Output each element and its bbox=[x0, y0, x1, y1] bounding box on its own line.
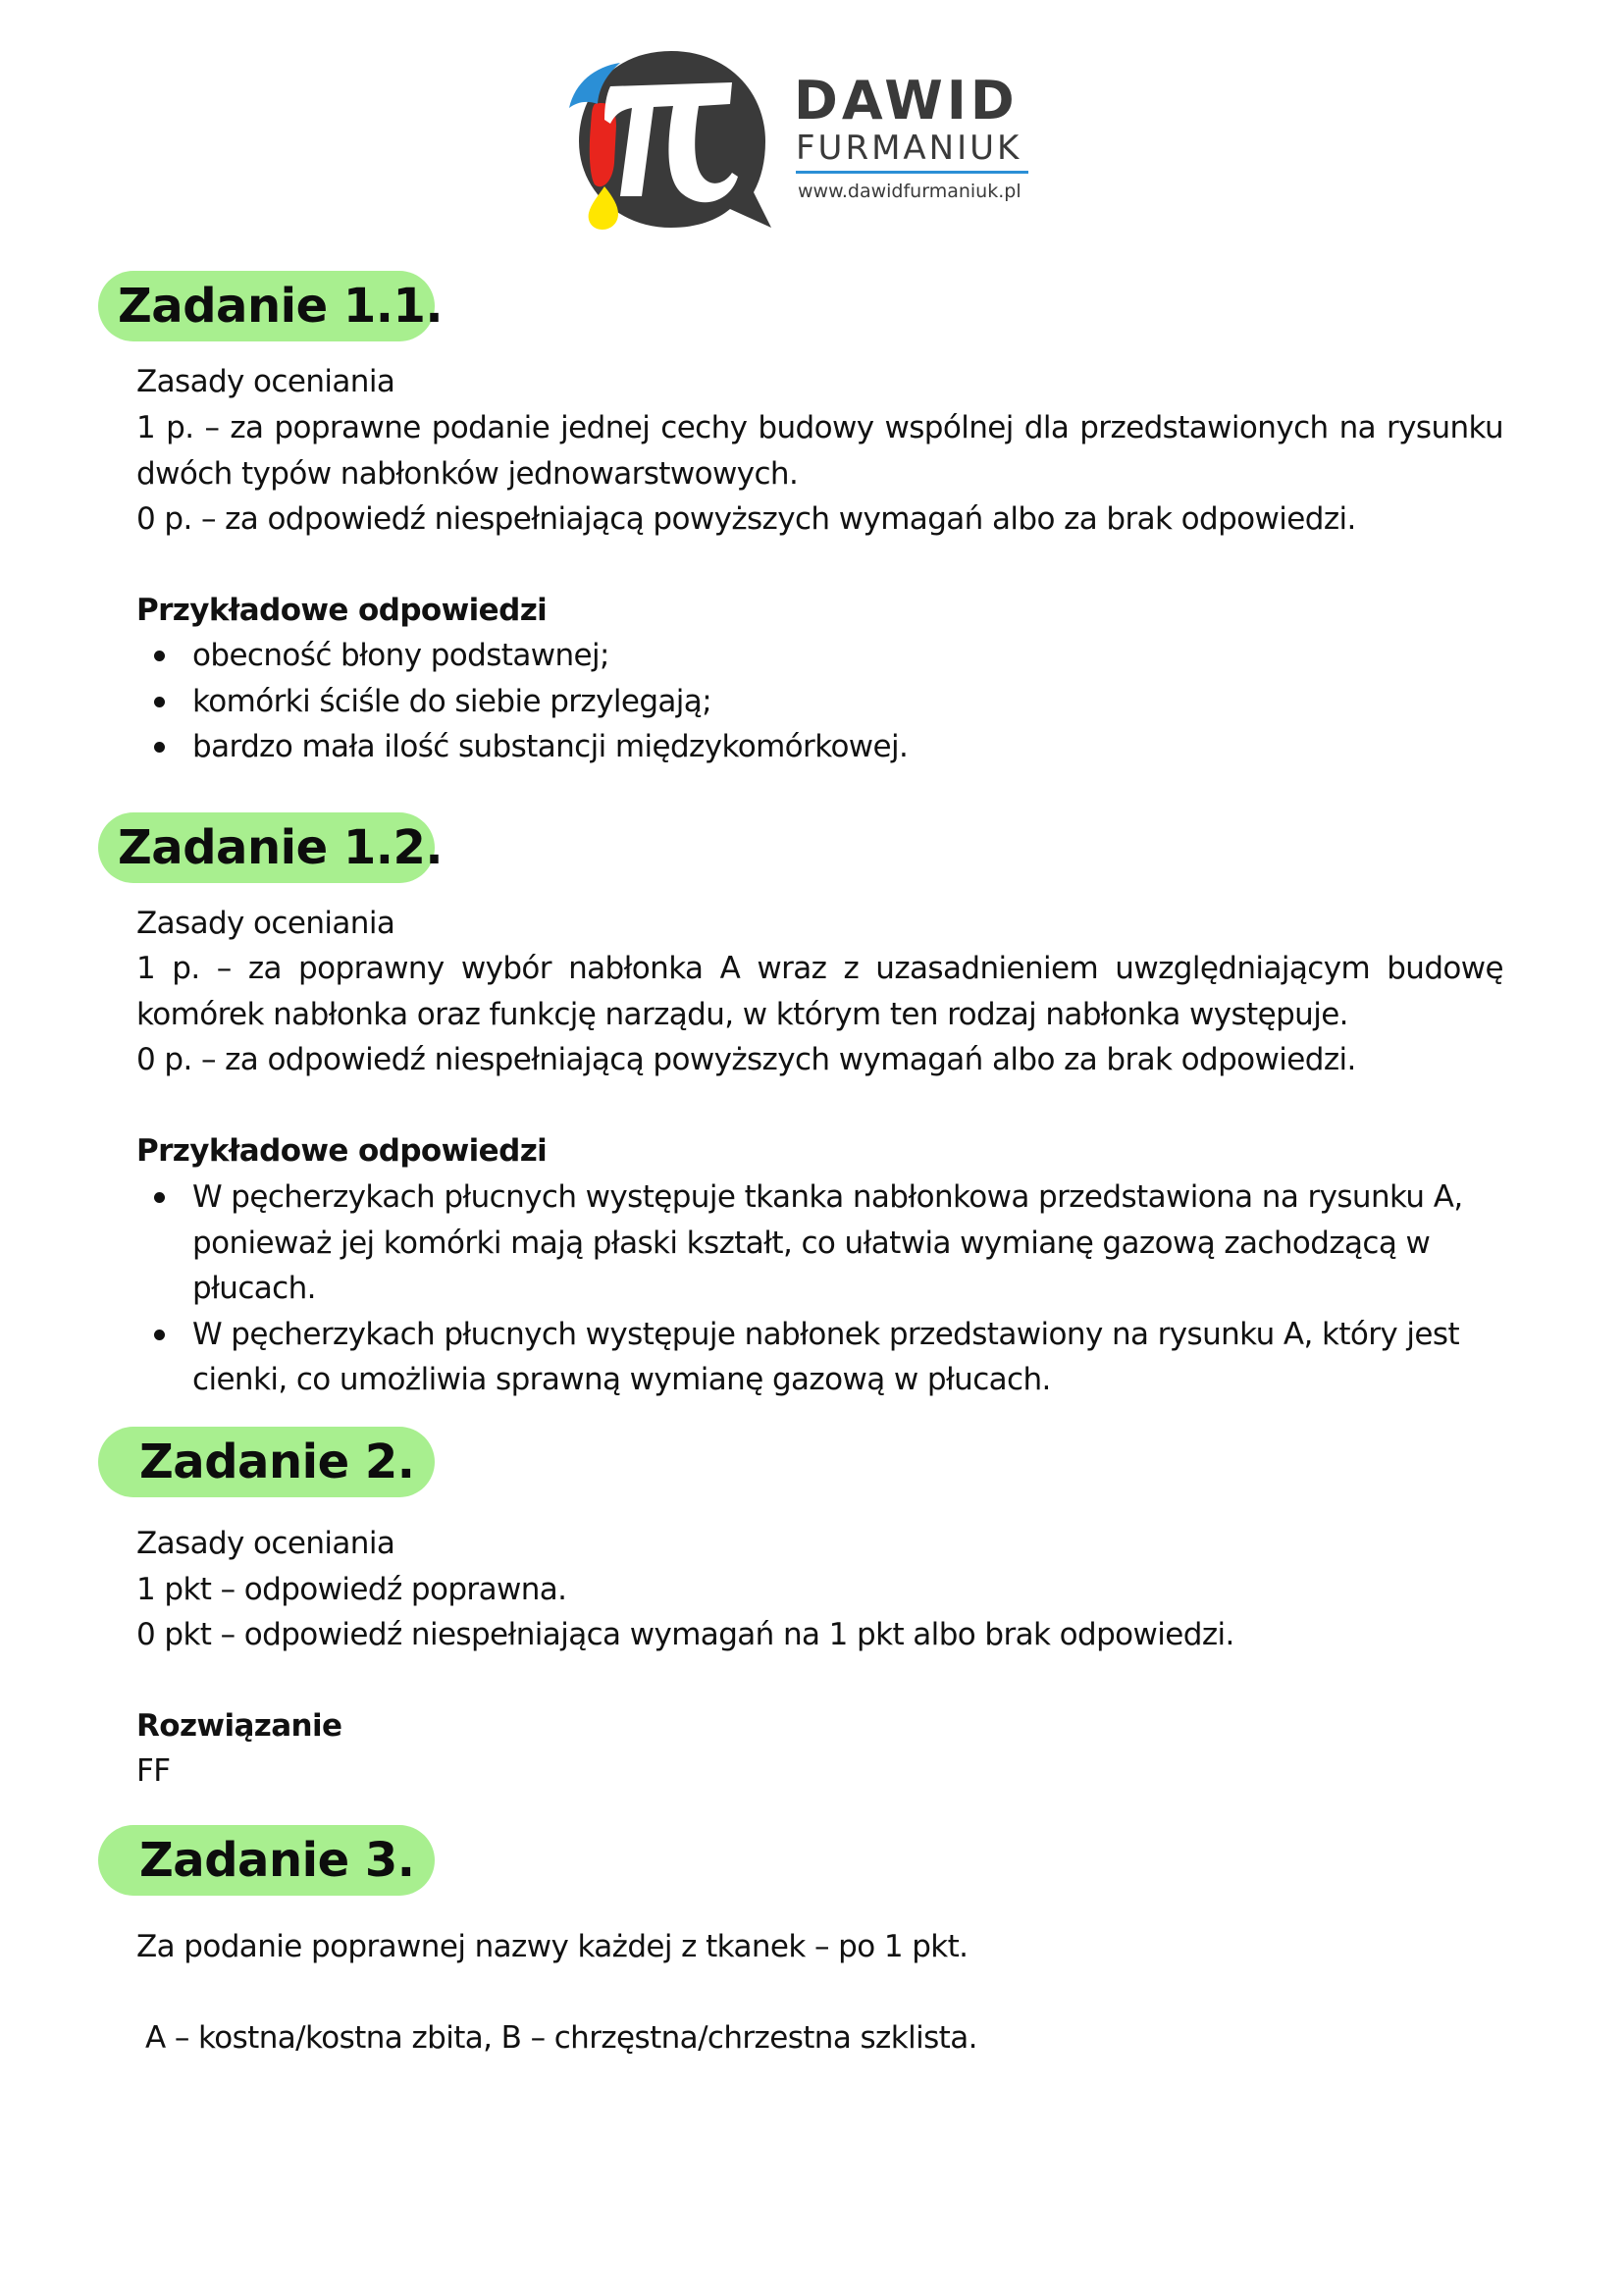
rule-0-point: 0 pkt – odpowiedź niespełniająca wymagań na 1 pkt albo brak odpowiedzi. bbox=[136, 1617, 1234, 1652]
scoring-rule: Za podanie poprawnej nazwy każdej z tkanek – po 1 pkt. bbox=[136, 1929, 969, 1964]
section-heading-badge bbox=[98, 1427, 435, 1497]
answers-list bbox=[136, 1174, 1503, 1403]
logo-name: DAWID bbox=[794, 70, 1019, 131]
answers-heading: Przykładowe odpowiedzi bbox=[136, 593, 548, 628]
rule-1-point: 1 p. – za poprawne podanie jednej cechy budowy wspólnej dla przedstawionych na rysunku dwóch typów nabłonków jednowarstwowych. bbox=[136, 410, 1503, 492]
rules-heading: Zasady oceniania bbox=[136, 906, 395, 941]
rule-0-point: 0 p. – za odpowiedź niespełniającą powyższych wymagań albo za brak odpowiedzi. bbox=[136, 501, 1356, 537]
rule-0-point: 0 p. – za odpowiedź niespełniającą powyższych wymagań albo za brak odpowiedzi. bbox=[136, 1042, 1356, 1077]
solution-text: A – kostna/kostna zbita, B – chrzęstna/chrzestna szklista. bbox=[145, 2020, 977, 2056]
rule-1-point: 1 pkt – odpowiedź poprawna. bbox=[136, 1572, 567, 1607]
brand-logo bbox=[565, 47, 1036, 234]
list-item: bardzo mała ilość substancji międzykomórkowej. bbox=[136, 724, 1503, 770]
logo-url: www.dawidfurmaniuk.pl bbox=[798, 181, 1022, 202]
logo-surname: FURMANIUK bbox=[796, 129, 1022, 168]
section-heading-badge bbox=[98, 1825, 435, 1896]
rules-heading: Zasady oceniania bbox=[136, 1526, 395, 1561]
section-title: Zadanie 1.2. bbox=[118, 820, 444, 875]
answers-list bbox=[136, 633, 1503, 770]
rules-heading: Zasady oceniania bbox=[136, 364, 395, 399]
section-title: Zadanie 1.1. bbox=[118, 279, 444, 334]
section-title: Zadanie 3. bbox=[139, 1833, 415, 1888]
section-title: Zadanie 2. bbox=[139, 1435, 415, 1489]
list-item: W pęcherzykach płucnych występuje nabłonek przedstawiony na rysunku A, który jest cienki, co umożliwia sprawną wymianę gazową w płucach. bbox=[136, 1312, 1503, 1403]
rule-1-point: 1 p. – za poprawny wybór nabłonka A wraz z uzasadnieniem uwzględniającym budowę komórek nabłonka oraz funkcję narządu, w którym ten rodzaj nabłonka występuje. bbox=[136, 951, 1503, 1032]
list-item: komórki ściśle do siebie przylegają; bbox=[136, 679, 1503, 725]
solution-heading: Rozwiązanie bbox=[136, 1708, 342, 1744]
list-item: W pęcherzykach płucnych występuje tkanka nabłonkowa przedstawiona na rysunku A, ponieważ jej komórki mają płaski kształt, co ułatwia wymianę gazową zachodzącą w płucach. bbox=[136, 1174, 1503, 1312]
list-item: obecność błony podstawnej; bbox=[136, 633, 1503, 679]
solution-text: FF bbox=[136, 1753, 171, 1789]
answers-heading: Przykładowe odpowiedzi bbox=[136, 1133, 548, 1169]
pi-logo-icon bbox=[565, 47, 781, 234]
section-heading-badge bbox=[98, 271, 444, 341]
section-heading-badge bbox=[98, 812, 444, 883]
logo-divider bbox=[796, 171, 1028, 174]
